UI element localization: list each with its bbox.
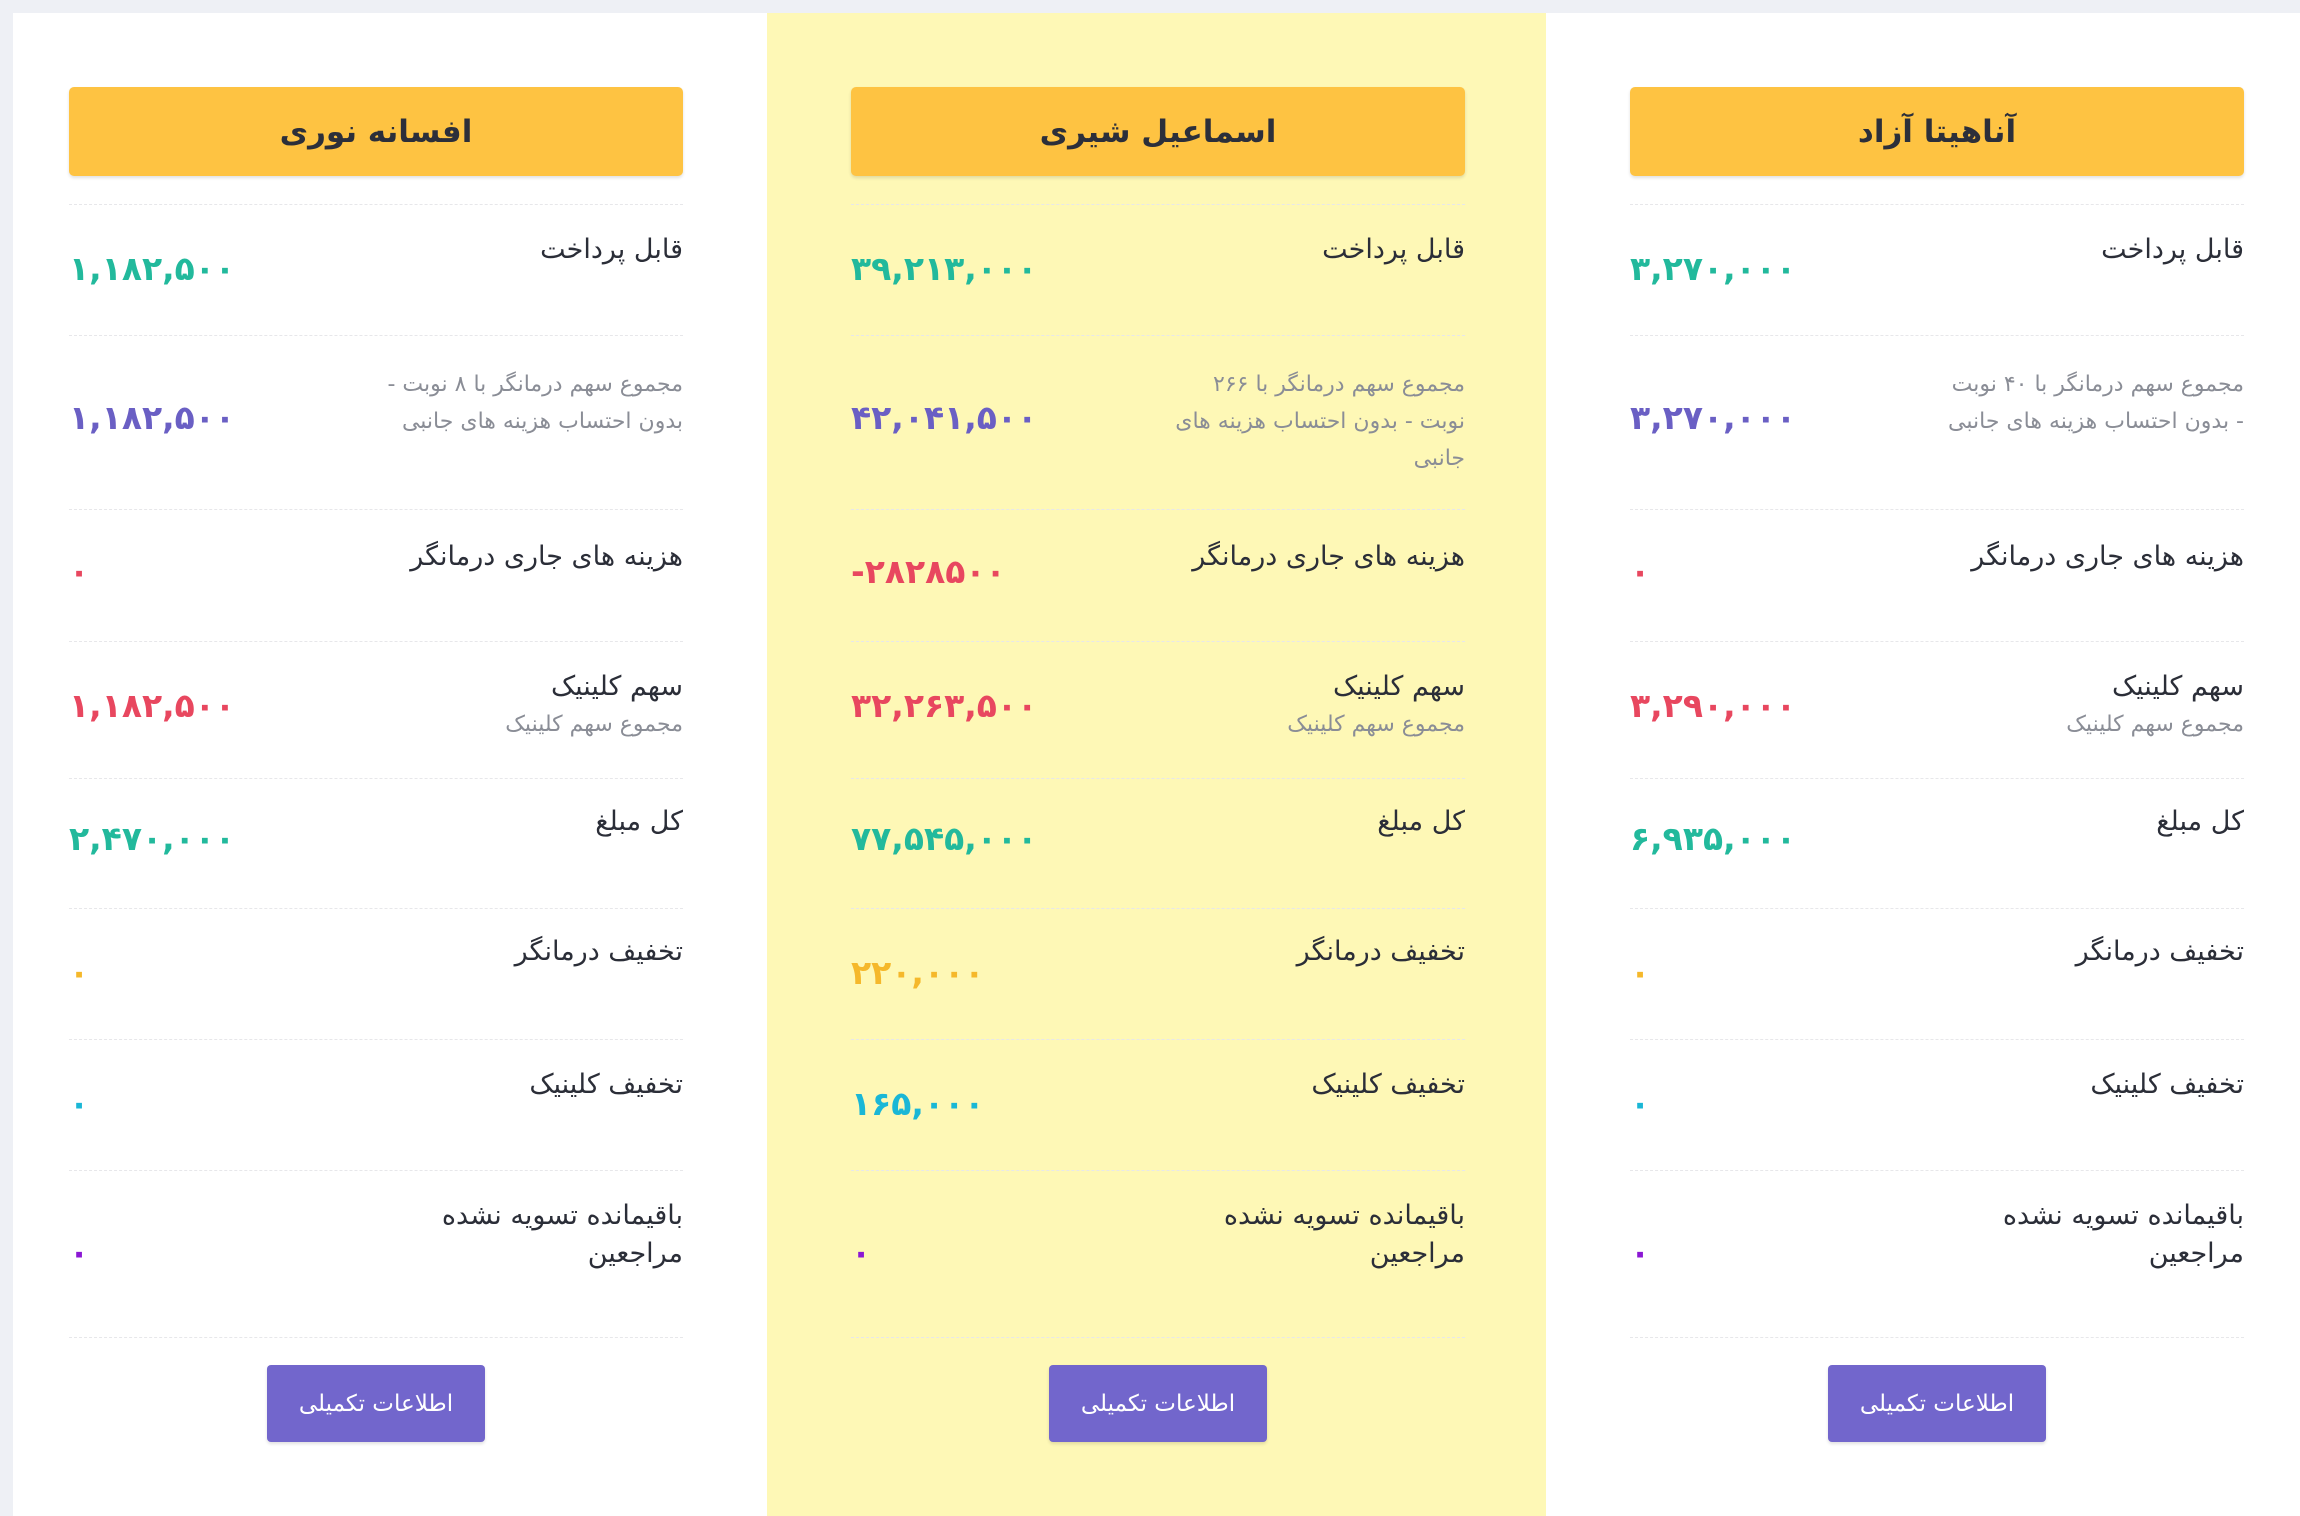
- total-row: [1630, 779, 2244, 909]
- more-info-button[interactable]: اطلاعات تکمیلی: [1049, 1365, 1267, 1442]
- summary-list: [1630, 204, 2244, 1338]
- summary-list: [851, 204, 1465, 1338]
- total-value: ۲,۴۷۰,۰۰۰: [69, 819, 236, 858]
- clinic-share-label: سهم کلینیک: [2111, 671, 2244, 702]
- therapist-card: [851, 87, 1465, 1442]
- payable-value: ۱,۱۸۲,۵۰۰: [69, 249, 236, 288]
- clinic-share-row: [851, 642, 1465, 779]
- therapist-name: افسانه نوری: [69, 87, 683, 176]
- therapist-share-label: مجموع سهم درمانگر با ۴۰ نوبت - بدون احتساب هزینه های جانبی: [1948, 372, 2244, 434]
- payable-row: [1630, 205, 2244, 336]
- clinic-share-sub: مجموع سهم کلینیک: [505, 712, 683, 737]
- expenses-label: هزینه های جاری درمانگر: [410, 541, 683, 572]
- clinic-discount-row: [851, 1040, 1465, 1171]
- unsettled-value: ۰: [851, 1233, 872, 1272]
- unsettled-label: باقیمانده تسویه نشده مراجعین: [441, 1200, 683, 1269]
- clinic-share-value: ۱,۱۸۲,۵۰۰: [69, 686, 236, 725]
- therapist-column: [13, 13, 767, 1516]
- clinic-discount-value: ۱۶۵,۰۰۰: [851, 1084, 985, 1123]
- total-label: کل مبلغ: [595, 806, 683, 837]
- payable-label: قابل پرداخت: [2101, 234, 2244, 265]
- clinic-discount-label: تخفیف کلینیک: [2090, 1069, 2244, 1100]
- clinic-share-row: [69, 642, 683, 779]
- unsettled-row: [1630, 1171, 2244, 1338]
- unsettled-value: ۰: [1630, 1233, 1651, 1272]
- clinic-share-sub: مجموع سهم کلینیک: [1287, 712, 1465, 737]
- unsettled-value: ۰: [69, 1233, 90, 1272]
- payable-label: قابل پرداخت: [1322, 234, 1465, 265]
- therapist-share-value: ۳,۲۷۰,۰۰۰: [1630, 398, 1797, 437]
- therapist-discount-row: [851, 909, 1465, 1040]
- clinic-discount-value: ۰: [1630, 1084, 1651, 1123]
- therapist-card: [1630, 87, 2244, 1442]
- therapist-discount-label: تخفیف درمانگر: [2075, 936, 2244, 967]
- expenses-value: ۰: [69, 552, 90, 591]
- clinic-share-row: [1630, 642, 2244, 779]
- clinic-discount-row: [1630, 1040, 2244, 1171]
- total-label: کل مبلغ: [2156, 806, 2244, 837]
- clinic-share-value: ۳,۲۹۰,۰۰۰: [1630, 686, 1797, 725]
- therapist-share-label: مجموع سهم درمانگر با ۸ نوبت - بدون احتساب هزینه های جانبی: [387, 372, 683, 434]
- expenses-label: هزینه های جاری درمانگر: [1192, 541, 1465, 572]
- clinic-share-label: سهم کلینیک: [1332, 671, 1465, 702]
- unsettled-row: [851, 1171, 1465, 1338]
- therapist-settlement-board: [13, 13, 2300, 1516]
- expenses-row: [851, 510, 1465, 642]
- therapist-discount-value: ۲۲۰,۰۰۰: [851, 953, 985, 992]
- payable-label: قابل پرداخت: [540, 234, 683, 265]
- expenses-value: ۰: [1630, 552, 1651, 591]
- therapist-discount-label: تخفیف درمانگر: [1296, 936, 1465, 967]
- total-value: ۷۷,۵۴۵,۰۰۰: [851, 819, 1038, 858]
- payable-value: ۳,۲۷۰,۰۰۰: [1630, 249, 1797, 288]
- clinic-discount-label: تخفیف کلینیک: [1311, 1069, 1465, 1100]
- therapist-share-row: [69, 336, 683, 510]
- total-value: ۶,۹۳۵,۰۰۰: [1630, 819, 1797, 858]
- therapist-card: [69, 87, 683, 1442]
- expenses-row: [1630, 510, 2244, 642]
- total-row: [69, 779, 683, 909]
- therapist-share-label: مجموع سهم درمانگر با ۲۶۶ نوبت - بدون احتساب هزینه های جانبی: [1175, 372, 1465, 471]
- clinic-share-sub: مجموع سهم کلینیک: [2066, 712, 2244, 737]
- expenses-row: [69, 510, 683, 642]
- therapist-discount-label: تخفیف درمانگر: [514, 936, 683, 967]
- clinic-discount-value: ۰: [69, 1084, 90, 1123]
- therapist-discount-value: ۰: [69, 953, 90, 992]
- therapist-share-value: ۴۲,۰۴۱,۵۰۰: [851, 398, 1038, 437]
- unsettled-row: [69, 1171, 683, 1338]
- expenses-label: هزینه های جاری درمانگر: [1971, 541, 2244, 572]
- more-info-button[interactable]: اطلاعات تکمیلی: [1828, 1365, 2046, 1442]
- clinic-discount-row: [69, 1040, 683, 1171]
- therapist-name: اسماعیل شیری: [851, 87, 1465, 176]
- unsettled-label: باقیمانده تسویه نشده مراجعین: [2002, 1200, 2244, 1269]
- clinic-share-value: ۳۲,۲۶۳,۵۰۰: [851, 686, 1038, 725]
- payable-row: [69, 205, 683, 336]
- total-label: کل مبلغ: [1377, 806, 1465, 837]
- therapist-column: [1546, 13, 2300, 1516]
- payable-value: ۳۹,۲۱۳,۰۰۰: [851, 249, 1038, 288]
- clinic-share-label: سهم کلینیک: [550, 671, 683, 702]
- more-info-button[interactable]: اطلاعات تکمیلی: [267, 1365, 485, 1442]
- therapist-discount-row: [1630, 909, 2244, 1040]
- therapist-discount-value: ۰: [1630, 953, 1651, 992]
- therapist-discount-row: [69, 909, 683, 1040]
- total-row: [851, 779, 1465, 909]
- expenses-value: -۲۸۲۸۵۰۰: [851, 552, 1006, 591]
- therapist-share-row: [1630, 336, 2244, 510]
- clinic-discount-label: تخفیف کلینیک: [529, 1069, 683, 1100]
- summary-list: [69, 204, 683, 1338]
- therapist-share-row: [851, 336, 1465, 510]
- therapist-column-highlighted: [767, 13, 1546, 1516]
- payable-row: [851, 205, 1465, 336]
- unsettled-label: باقیمانده تسویه نشده مراجعین: [1223, 1200, 1465, 1269]
- therapist-share-value: ۱,۱۸۲,۵۰۰: [69, 398, 236, 437]
- therapist-name: آناهیتا آزاد: [1630, 87, 2244, 176]
